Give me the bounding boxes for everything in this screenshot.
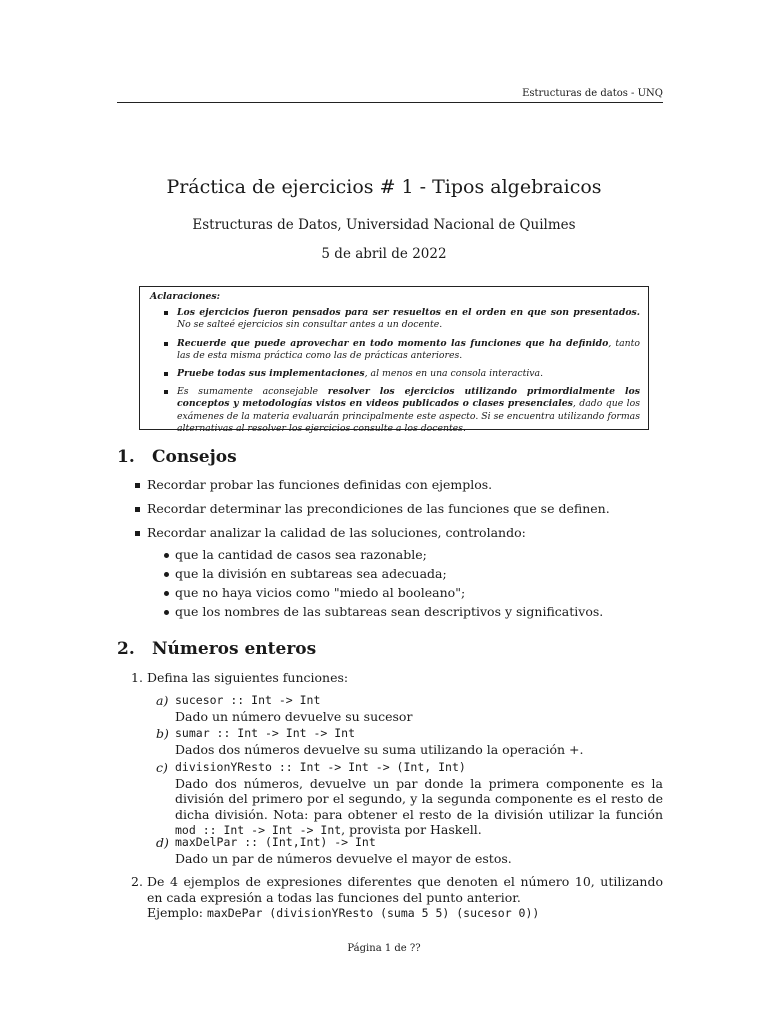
list-item <box>147 477 492 492</box>
sub-list-item <box>175 547 427 562</box>
section-number: 1. <box>117 447 135 467</box>
bullet-dot-icon <box>164 553 169 558</box>
ordered-item <box>131 670 349 686</box>
page-footer: Página 1 de ?? <box>347 943 421 954</box>
section-2-heading <box>117 639 316 659</box>
note-emphasis: Los ejercicios fueron pensados para ser resueltos en el orden en que son presentados. <box>177 307 640 319</box>
note-text: , tanto las de esta misma práctica como las de prácticas anteriores. <box>177 337 640 361</box>
section-title: Consejos <box>152 447 237 467</box>
note-item <box>148 307 640 331</box>
function-signature: maxDelPar :: (Int,Int) -> Int <box>175 835 376 849</box>
exercise-description: Dado un número devuelve su sucesor <box>175 708 413 724</box>
document-date: 5 de abril de 2022 <box>321 246 447 262</box>
list-item-text: que la división en subtareas sea adecuada; <box>175 566 447 581</box>
bullet-square-icon <box>164 311 168 315</box>
bullet-square-icon <box>135 483 140 488</box>
document-subtitle: Estructuras de Datos, Universidad Nacional de Quilmes <box>192 217 576 233</box>
note-item <box>148 368 640 380</box>
exercise-label: d) <box>156 835 169 850</box>
note-emphasis: Recuerde que puede aprovechar en todo momento las funciones que ha definido <box>177 337 609 349</box>
sub-list-item <box>175 604 603 619</box>
note-emphasis: Pruebe todas sus implementaciones <box>177 368 365 380</box>
section-1-heading <box>117 447 237 467</box>
list-item-text: Recordar determinar las precondiciones de las funciones que se definen. <box>147 501 610 516</box>
list-item-text: Recordar analizar la calidad de las soluciones, controlando: <box>147 525 526 540</box>
function-signature: divisionYResto :: Int -> Int -> (Int, Int) <box>175 760 466 774</box>
notes-box <box>139 286 649 434</box>
exercise-d <box>156 835 663 866</box>
exercise-b <box>156 726 663 757</box>
item-number: 1. <box>131 670 143 685</box>
item-text: De 4 ejemplos de expresiones diferentes que denoten el número 10, utilizando en cada expresión a todas las funciones del punto anterior. <box>147 874 663 905</box>
exercise-description: Dados dos números devuelve su suma utilizando la operación +. <box>175 741 584 757</box>
bullet-dot-icon <box>164 572 169 577</box>
exercise-label: c) <box>156 760 168 775</box>
ordered-item <box>131 874 663 922</box>
list-item-text: que los nombres de las subtareas sean descriptivos y significativos. <box>175 604 604 619</box>
description-text: , provista por Haskell. <box>341 822 482 837</box>
note-item <box>148 338 640 362</box>
sub-list-item <box>175 566 447 581</box>
item-text: Defina las siguientes funciones: <box>147 670 349 685</box>
bullet-square-icon <box>135 507 140 512</box>
section-number: 2. <box>117 639 135 659</box>
list-item-text: Recordar probar las funciones definidas con ejemplos. <box>147 477 493 492</box>
bullet-square-icon <box>164 390 168 394</box>
function-signature: sucesor :: Int -> Int <box>175 693 321 707</box>
item-number: 2. <box>131 874 143 889</box>
notes-title: Aclaraciones: <box>150 291 221 302</box>
exercise-description <box>175 776 663 839</box>
bullet-square-icon <box>164 372 168 376</box>
note-text: , dado que los exámenes de la materia evaluarán principalmente este aspecto. Si se encuentra utilizando formas alternativas al resolver los ejercicios consulte a los docentes. <box>177 398 640 434</box>
list-item-text: que la cantidad de casos sea razonable; <box>175 547 427 562</box>
note-text: No se salteé ejercicios sin consultar antes a un docente. <box>177 319 443 331</box>
exercise-a <box>156 693 663 724</box>
running-header: Estructuras de datos - UNQ <box>522 88 663 99</box>
list-item-text: que no haya vicios como "miedo al booleano"; <box>175 585 466 600</box>
exercise-description: Dado un par de números devuelve el mayor de estos. <box>175 850 512 866</box>
inline-code: mod :: Int -> Int -> Int <box>175 823 342 837</box>
sub-list-item <box>175 585 465 600</box>
exercise-c <box>156 760 663 839</box>
example-code: maxDePar (divisionYResto (suma 5 5) (sucesor 0)) <box>206 906 540 920</box>
note-item <box>148 386 640 435</box>
list-item <box>147 501 610 516</box>
bullet-dot-icon <box>164 591 169 596</box>
description-text: Dado dos números, devuelve un par donde la primera componente es la división del primero por el segundo, y la segunda componente es el resto de dicha división. Nota: para obtener el resto de la división utilizar la función <box>175 775 663 822</box>
bullet-square-icon <box>164 342 168 346</box>
bullet-square-icon <box>135 531 140 536</box>
note-text: Es sumamente aconsejable <box>177 386 328 398</box>
section-title: Números enteros <box>152 639 317 659</box>
list-item <box>147 525 526 540</box>
example-label: Ejemplo: <box>147 905 203 920</box>
exercise-label: a) <box>156 693 169 708</box>
note-emphasis: resolver los ejercicios utilizando primordialmente los conceptos y metodologías vistos en videos publicados o clases presenciales <box>177 386 640 410</box>
header-rule <box>117 102 663 103</box>
document-title: Práctica de ejercicios # 1 - Tipos algebraicos <box>166 176 602 198</box>
function-signature: sumar :: Int -> Int -> Int <box>175 726 356 740</box>
example-line <box>147 905 663 922</box>
bullet-dot-icon <box>164 610 169 615</box>
note-text: , al menos en una consola interactiva. <box>364 368 544 380</box>
exercise-label: b) <box>156 726 169 741</box>
